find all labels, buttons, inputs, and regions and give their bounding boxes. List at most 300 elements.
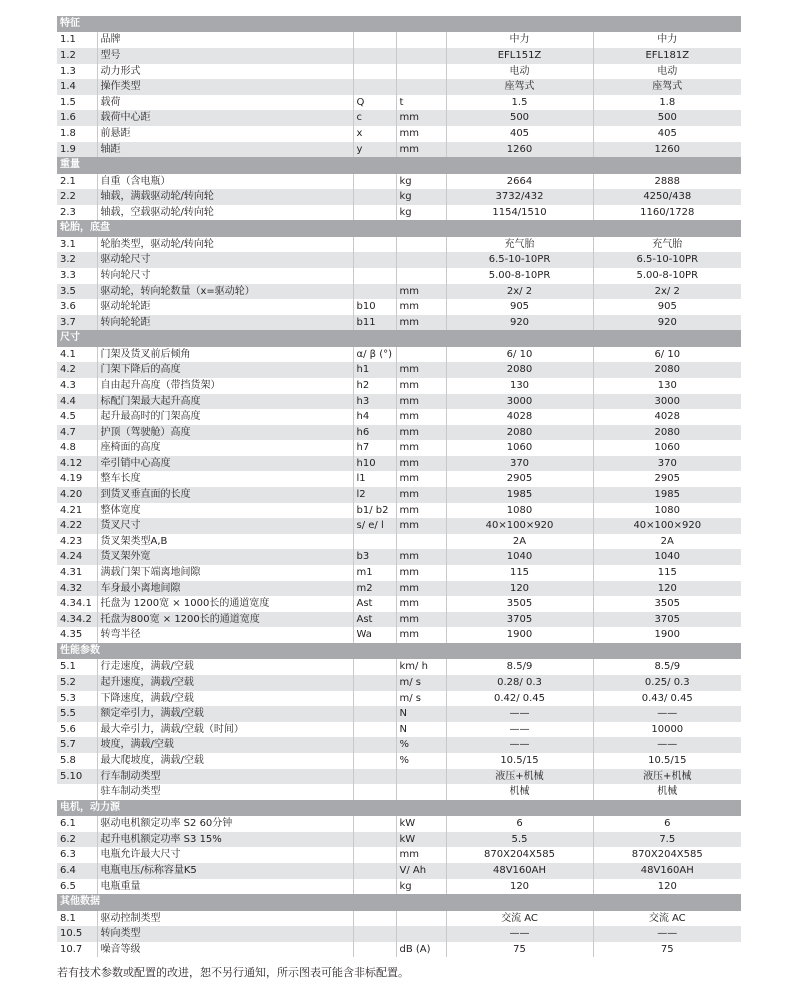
- table-row: [57, 737, 741, 753]
- value-model-2: 3705: [593, 612, 741, 628]
- row-symbol: [353, 534, 396, 550]
- table-row: [57, 879, 741, 895]
- row-unit: %: [396, 737, 446, 753]
- row-unit: kW: [396, 816, 446, 832]
- table-row: [57, 503, 741, 519]
- table-row: [57, 32, 741, 48]
- row-number: 4.24: [57, 549, 97, 565]
- row-number: 5.2: [57, 675, 97, 691]
- value-model-1: 3732/432: [446, 189, 593, 205]
- row-number: 4.34.2: [57, 612, 97, 628]
- table-row: [57, 471, 741, 487]
- value-model-1: 1060: [446, 440, 593, 456]
- row-number: 10.5: [57, 926, 97, 942]
- row-symbol: [353, 942, 396, 958]
- row-label: 前悬距: [97, 126, 353, 142]
- value-model-2: 4250/438: [593, 189, 741, 205]
- row-label: 货叉架类型A,B: [97, 534, 353, 550]
- table-row: [57, 659, 741, 675]
- section-header: [57, 894, 741, 910]
- row-number: 4.20: [57, 487, 97, 503]
- row-label: 起升速度，满载/空载: [97, 675, 353, 691]
- value-model-2: 8.5/9: [593, 659, 741, 675]
- row-unit: N: [396, 706, 446, 722]
- row-unit: mm: [396, 518, 446, 534]
- table-row: [57, 487, 741, 503]
- row-symbol: [353, 816, 396, 832]
- row-label: 下降速度，满载/空载: [97, 691, 353, 707]
- row-unit: mm: [396, 440, 446, 456]
- row-number: 4.2: [57, 362, 97, 378]
- row-unit: %: [396, 753, 446, 769]
- row-symbol: [353, 32, 396, 48]
- row-number: 4.7: [57, 425, 97, 441]
- value-model-2: 120: [593, 581, 741, 597]
- row-unit: kW: [396, 832, 446, 848]
- row-number: 3.3: [57, 268, 97, 284]
- row-symbol: b11: [353, 315, 396, 331]
- value-model-2: ——: [593, 706, 741, 722]
- value-model-2: 1060: [593, 440, 741, 456]
- value-model-1: 2080: [446, 425, 593, 441]
- value-model-2: 2888: [593, 174, 741, 190]
- value-model-1: 0.42/ 0.45: [446, 691, 593, 707]
- row-number: 3.7: [57, 315, 97, 331]
- row-label: 门架下降后的高度: [97, 362, 353, 378]
- value-model-2: 6: [593, 816, 741, 832]
- value-model-1: 充气胎: [446, 237, 593, 253]
- section-title: 特征: [57, 16, 741, 32]
- value-model-2: 2080: [593, 362, 741, 378]
- row-unit: mm: [396, 409, 446, 425]
- value-model-1: 座驾式: [446, 79, 593, 95]
- row-number: 4.31: [57, 565, 97, 581]
- value-model-2: 370: [593, 456, 741, 472]
- table-row: [57, 79, 741, 95]
- row-symbol: [353, 847, 396, 863]
- row-symbol: h2: [353, 378, 396, 394]
- table-row: [57, 299, 741, 315]
- section-header: [57, 16, 741, 32]
- table-row: [57, 425, 741, 441]
- row-label: 托盘为800宽 × 1200长的通道宽度: [97, 612, 353, 628]
- spec-table: [57, 16, 741, 957]
- row-unit: [396, 64, 446, 80]
- value-model-2: 7.5: [593, 832, 741, 848]
- row-number: 3.6: [57, 299, 97, 315]
- row-symbol: [353, 753, 396, 769]
- row-number: 3.2: [57, 252, 97, 268]
- row-label: 托盘为 1200宽 × 1000长的通道宽度: [97, 596, 353, 612]
- row-number: 3.1: [57, 237, 97, 253]
- row-symbol: Ast: [353, 596, 396, 612]
- row-symbol: m2: [353, 581, 396, 597]
- row-symbol: x: [353, 126, 396, 142]
- row-label: 整车长度: [97, 471, 353, 487]
- row-unit: mm: [396, 596, 446, 612]
- table-row: [57, 378, 741, 394]
- row-label: 驱动轮轮距: [97, 299, 353, 315]
- value-model-1: 6.5-10-10PR: [446, 252, 593, 268]
- row-label: 转向轮轮距: [97, 315, 353, 331]
- row-number: 4.34.1: [57, 596, 97, 612]
- value-model-1: 液压+机械: [446, 769, 593, 785]
- table-row: [57, 863, 741, 879]
- row-unit: mm: [396, 581, 446, 597]
- row-symbol: s/ e/ l: [353, 518, 396, 534]
- row-symbol: Q: [353, 95, 396, 111]
- table-row: [57, 753, 741, 769]
- row-number: 4.1: [57, 347, 97, 363]
- row-symbol: b1/ b2: [353, 503, 396, 519]
- value-model-1: 500: [446, 110, 593, 126]
- row-symbol: [353, 769, 396, 785]
- value-model-2: 905: [593, 299, 741, 315]
- section-title: 轮胎，底盘: [57, 220, 741, 236]
- value-model-2: 2080: [593, 425, 741, 441]
- row-number: 1.5: [57, 95, 97, 111]
- table-row: [57, 174, 741, 190]
- row-number: [57, 784, 97, 800]
- row-label: 车身最小离地间隙: [97, 581, 353, 597]
- value-model-2: 920: [593, 315, 741, 331]
- row-label: 最大牵引力，满载/空载（时间）: [97, 722, 353, 738]
- row-unit: mm: [396, 126, 446, 142]
- value-model-1: 3705: [446, 612, 593, 628]
- value-model-2: EFL181Z: [593, 48, 741, 64]
- row-label: 转向轮尺寸: [97, 268, 353, 284]
- row-number: 1.3: [57, 64, 97, 80]
- row-unit: kg: [396, 174, 446, 190]
- row-number: 5.10: [57, 769, 97, 785]
- value-model-1: 1154/1510: [446, 205, 593, 221]
- row-symbol: h3: [353, 394, 396, 410]
- row-label: 坡度，满载/空载: [97, 737, 353, 753]
- row-number: 4.21: [57, 503, 97, 519]
- value-model-2: 4028: [593, 409, 741, 425]
- row-number: 6.3: [57, 847, 97, 863]
- row-label: 起升电机额定功率 S3 15%: [97, 832, 353, 848]
- row-label: 行车制动类型: [97, 769, 353, 785]
- row-unit: mm: [396, 378, 446, 394]
- row-symbol: [353, 79, 396, 95]
- value-model-2: 2905: [593, 471, 741, 487]
- row-unit: [396, 347, 446, 363]
- row-symbol: m1: [353, 565, 396, 581]
- value-model-2: 40×100×920: [593, 518, 741, 534]
- row-symbol: [353, 189, 396, 205]
- row-unit: [396, 237, 446, 253]
- row-number: 4.4: [57, 394, 97, 410]
- row-label: 门架及货叉前后倾角: [97, 347, 353, 363]
- value-model-2: ——: [593, 926, 741, 942]
- value-model-2: 1.8: [593, 95, 741, 111]
- table-row: [57, 362, 741, 378]
- row-unit: mm: [396, 565, 446, 581]
- value-model-1: 5.00-8-10PR: [446, 268, 593, 284]
- row-symbol: [353, 237, 396, 253]
- row-label: 满载门架下端离地间隙: [97, 565, 353, 581]
- row-number: 5.5: [57, 706, 97, 722]
- row-symbol: [353, 64, 396, 80]
- row-number: 4.23: [57, 534, 97, 550]
- row-label: 电瓶电压/标称容量K5: [97, 863, 353, 879]
- row-symbol: [353, 784, 396, 800]
- value-model-2: 充气胎: [593, 237, 741, 253]
- row-symbol: l2: [353, 487, 396, 503]
- value-model-2: 2x/ 2: [593, 284, 741, 300]
- row-number: 4.5: [57, 409, 97, 425]
- value-model-2: 座驾式: [593, 79, 741, 95]
- row-number: 5.8: [57, 753, 97, 769]
- row-unit: mm: [396, 487, 446, 503]
- value-model-2: 1985: [593, 487, 741, 503]
- row-number: 5.6: [57, 722, 97, 738]
- section-title: 尺寸: [57, 330, 741, 346]
- row-label: 自由起升高度（带挡货架）: [97, 378, 353, 394]
- row-label: 噪音等级: [97, 942, 353, 958]
- table-row: [57, 581, 741, 597]
- value-model-2: 2A: [593, 534, 741, 550]
- row-number: 4.12: [57, 456, 97, 472]
- value-model-2: 10000: [593, 722, 741, 738]
- table-row: [57, 691, 741, 707]
- table-row: [57, 832, 741, 848]
- row-label: 护顶（驾驶舱）高度: [97, 425, 353, 441]
- table-row: [57, 784, 741, 800]
- row-unit: mm: [396, 299, 446, 315]
- value-model-1: 115: [446, 565, 593, 581]
- value-model-1: 1260: [446, 142, 593, 158]
- value-model-2: 1900: [593, 627, 741, 643]
- row-number: 4.19: [57, 471, 97, 487]
- section-header: [57, 800, 741, 816]
- row-unit: mm: [396, 110, 446, 126]
- value-model-1: 6/ 10: [446, 347, 593, 363]
- table-row: [57, 284, 741, 300]
- value-model-2: 870X204X585: [593, 847, 741, 863]
- row-symbol: [353, 252, 396, 268]
- row-unit: kg: [396, 879, 446, 895]
- value-model-1: 370: [446, 456, 593, 472]
- table-row: [57, 237, 741, 253]
- value-model-1: 905: [446, 299, 593, 315]
- row-label: 最大爬坡度，满载/空载: [97, 753, 353, 769]
- row-symbol: [353, 174, 396, 190]
- row-label: 行走速度，满载/空载: [97, 659, 353, 675]
- row-unit: m/ s: [396, 675, 446, 691]
- row-symbol: Ast: [353, 612, 396, 628]
- row-symbol: [353, 675, 396, 691]
- row-label: 到货叉垂直面的长度: [97, 487, 353, 503]
- row-number: 1.8: [57, 126, 97, 142]
- row-unit: mm: [396, 549, 446, 565]
- table-row: [57, 549, 741, 565]
- table-row: [57, 612, 741, 628]
- footnote: 若有技术参数或配置的改进，恕不另行通知，所示图表可能含非标配置。: [57, 966, 409, 979]
- table-row: [57, 394, 741, 410]
- row-unit: [396, 48, 446, 64]
- value-model-2: ——: [593, 737, 741, 753]
- table-row: [57, 95, 741, 111]
- row-unit: kg: [396, 205, 446, 221]
- table-row: [57, 534, 741, 550]
- table-row: [57, 565, 741, 581]
- value-model-1: 3505: [446, 596, 593, 612]
- row-unit: mm: [396, 425, 446, 441]
- table-row: [57, 926, 741, 942]
- value-model-2: 3000: [593, 394, 741, 410]
- value-model-1: 2x/ 2: [446, 284, 593, 300]
- row-label: 轴载，空载驱动轮/转向轮: [97, 205, 353, 221]
- row-number: 2.2: [57, 189, 97, 205]
- row-unit: mm: [396, 471, 446, 487]
- row-symbol: h1: [353, 362, 396, 378]
- value-model-2: 5.00-8-10PR: [593, 268, 741, 284]
- row-label: 驱动轮，转向轮数量（x=驱动轮）: [97, 284, 353, 300]
- row-unit: m/ s: [396, 691, 446, 707]
- row-unit: [396, 534, 446, 550]
- section-header: [57, 330, 741, 346]
- row-label: 额定牵引力，满载/空载: [97, 706, 353, 722]
- row-symbol: [353, 722, 396, 738]
- value-model-1: 130: [446, 378, 593, 394]
- row-label: 货叉架外宽: [97, 549, 353, 565]
- table-row: [57, 627, 741, 643]
- row-label: 载荷中心距: [97, 110, 353, 126]
- table-row: [57, 722, 741, 738]
- section-title: 电机，动力源: [57, 800, 741, 816]
- table-row: [57, 126, 741, 142]
- value-model-2: 1040: [593, 549, 741, 565]
- value-model-2: 6/ 10: [593, 347, 741, 363]
- row-symbol: [353, 737, 396, 753]
- row-number: 1.1: [57, 32, 97, 48]
- row-unit: [396, 784, 446, 800]
- value-model-1: 920: [446, 315, 593, 331]
- value-model-2: 10.5/15: [593, 753, 741, 769]
- value-model-1: 2905: [446, 471, 593, 487]
- row-number: 6.2: [57, 832, 97, 848]
- value-model-1: 10.5/15: [446, 753, 593, 769]
- value-model-2: 1160/1728: [593, 205, 741, 221]
- row-symbol: h10: [353, 456, 396, 472]
- value-model-1: 1080: [446, 503, 593, 519]
- value-model-1: 120: [446, 879, 593, 895]
- value-model-1: 1040: [446, 549, 593, 565]
- table-row: [57, 596, 741, 612]
- value-model-2: 中力: [593, 32, 741, 48]
- value-model-1: ——: [446, 706, 593, 722]
- value-model-1: 6: [446, 816, 593, 832]
- row-symbol: [353, 691, 396, 707]
- value-model-2: 交流 AC: [593, 911, 741, 927]
- row-symbol: [353, 863, 396, 879]
- row-unit: N: [396, 722, 446, 738]
- row-number: 1.6: [57, 110, 97, 126]
- row-unit: dB (A): [396, 942, 446, 958]
- row-label: 电瓶允许最大尺寸: [97, 847, 353, 863]
- row-unit: V/ Ah: [396, 863, 446, 879]
- row-number: 4.35: [57, 627, 97, 643]
- row-number: 2.1: [57, 174, 97, 190]
- row-number: 8.1: [57, 911, 97, 927]
- value-model-1: 405: [446, 126, 593, 142]
- row-symbol: h4: [353, 409, 396, 425]
- row-unit: t: [396, 95, 446, 111]
- table-row: [57, 315, 741, 331]
- row-symbol: l1: [353, 471, 396, 487]
- row-unit: [396, 769, 446, 785]
- section-header: [57, 220, 741, 236]
- row-number: 6.4: [57, 863, 97, 879]
- value-model-1: 5.5: [446, 832, 593, 848]
- row-unit: mm: [396, 503, 446, 519]
- value-model-1: 870X204X585: [446, 847, 593, 863]
- value-model-1: 电动: [446, 64, 593, 80]
- table-row: [57, 911, 741, 927]
- spec-table-body: [57, 16, 741, 957]
- table-row: [57, 706, 741, 722]
- row-number: 4.8: [57, 440, 97, 456]
- table-row: [57, 675, 741, 691]
- value-model-1: 4028: [446, 409, 593, 425]
- row-label: 牵引销中心高度: [97, 456, 353, 472]
- row-label: 货叉尺寸: [97, 518, 353, 534]
- value-model-1: 2664: [446, 174, 593, 190]
- row-unit: [396, 926, 446, 942]
- row-number: 4.3: [57, 378, 97, 394]
- table-row: [57, 942, 741, 958]
- row-number: 4.22: [57, 518, 97, 534]
- value-model-1: 1.5: [446, 95, 593, 111]
- value-model-1: 交流 AC: [446, 911, 593, 927]
- row-unit: [396, 252, 446, 268]
- row-number: 1.9: [57, 142, 97, 158]
- value-model-1: ——: [446, 926, 593, 942]
- row-symbol: α/ β (°): [353, 347, 396, 363]
- row-unit: mm: [396, 847, 446, 863]
- row-label: 轴距: [97, 142, 353, 158]
- value-model-2: 75: [593, 942, 741, 958]
- value-model-2: 0.43/ 0.45: [593, 691, 741, 707]
- value-model-2: 115: [593, 565, 741, 581]
- value-model-2: 0.25/ 0.3: [593, 675, 741, 691]
- row-unit: km/ h: [396, 659, 446, 675]
- row-unit: kg: [396, 189, 446, 205]
- row-number: 5.1: [57, 659, 97, 675]
- row-number: 5.3: [57, 691, 97, 707]
- value-model-1: 1985: [446, 487, 593, 503]
- row-label: 驻车制动类型: [97, 784, 353, 800]
- row-label: 整体宽度: [97, 503, 353, 519]
- row-unit: mm: [396, 284, 446, 300]
- value-model-2: 3505: [593, 596, 741, 612]
- value-model-1: 40×100×920: [446, 518, 593, 534]
- value-model-1: 2A: [446, 534, 593, 550]
- value-model-1: EFL151Z: [446, 48, 593, 64]
- value-model-1: 中力: [446, 32, 593, 48]
- table-row: [57, 769, 741, 785]
- table-row: [57, 347, 741, 363]
- table-row: [57, 142, 741, 158]
- row-label: 驱动控制类型: [97, 911, 353, 927]
- row-label: 轴载，满载驱动轮/转向轮: [97, 189, 353, 205]
- row-label: 座椅面的高度: [97, 440, 353, 456]
- row-symbol: Wa: [353, 627, 396, 643]
- row-label: 载荷: [97, 95, 353, 111]
- row-label: 转向类型: [97, 926, 353, 942]
